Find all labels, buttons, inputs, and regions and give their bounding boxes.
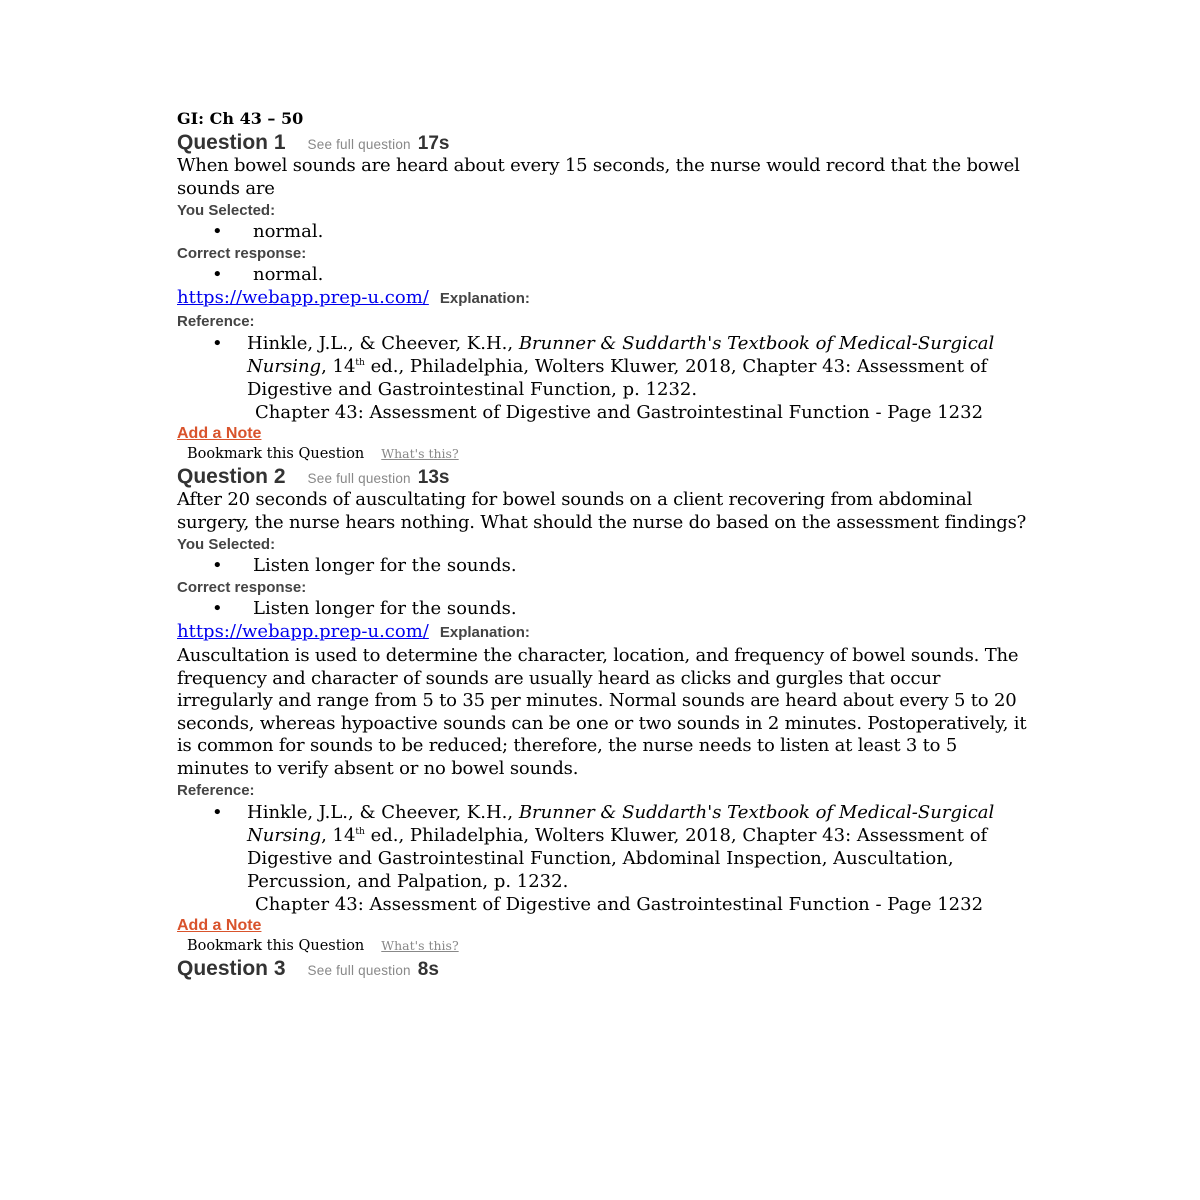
correct-response-label: Correct response: [177,245,307,262]
whats-this-link[interactable]: What's this? [381,446,459,461]
reference-authors: Hinkle, J.L., & Cheever, K.H., [247,333,519,354]
question-title: Question 3 [177,957,286,980]
selected-answer: • normal. [177,221,1027,243]
question-header [177,464,1027,489]
prep-u-link[interactable]: https://webapp.prep-u.com/ [177,287,429,308]
reference-edition-sup: th [355,827,365,837]
bookmark-row [177,444,1027,464]
question-time: 13s [417,467,450,488]
reference-page-line: Chapter 43: Assessment of Digestive and Gastrointestinal Function - Page 1232 [255,402,984,423]
bookmark-question-button[interactable]: Bookmark this Question [187,446,365,462]
reference-book-title: Brunner & Suddarth's Textbook of Medical-Surgical Nursing [247,333,995,377]
selected-answer-list [177,555,1027,577]
explanation-text: Auscultation is used to determine the character, location, and frequency of bowel sounds. The frequency and character of sounds are usually heard as clicks and gurgles that occur irregularly and range from 5 to 35 per minutes. Normal sounds are heard about every 5 to 20 seconds, whereas hypoactive sounds can be one or two sounds in 2 minutes. Postoperatively, it is common for sounds to be reduced; therefore, the nurse needs to listen at least 3 to 5 minutes to verify absent or no bowel sounds. [177,645,1027,779]
correct-answer: • normal. [177,264,1027,286]
question-block-2 [177,464,1027,956]
correct-answer-list [177,598,1027,620]
you-selected-label: You Selected: [177,202,276,219]
reference-details: ed., Philadelphia, Wolters Kluwer, 2018, Chapter 43: Assessment of Digestive and Gastrointestinal Function, p. 1232. [247,356,988,400]
prep-u-link[interactable]: https://webapp.prep-u.com/ [177,621,429,642]
reference-item [177,801,1027,916]
see-full-question-link[interactable]: See full question [307,471,411,486]
document-page [177,108,1027,981]
reference-list [177,332,1027,424]
reference-authors: Hinkle, J.L., & Cheever, K.H., [247,802,519,823]
whats-this-link[interactable]: What's this? [381,938,459,953]
document-title: GI: Ch 43 – 50 [177,109,304,128]
reference-page-line: Chapter 43: Assessment of Digestive and Gastrointestinal Function - Page 1232 [255,894,984,915]
add-note-link[interactable]: Add a Note [177,917,262,934]
question-time: 17s [417,133,450,154]
question-title: Question 1 [177,131,286,154]
selected-answer: • Listen longer for the sounds. [177,555,1027,577]
question-text: After 20 seconds of auscultating for bowel sounds on a client recovering from abdominal surgery, the nurse hears nothing. What should the nurse do based on the assessment findings? [177,489,1027,533]
correct-answer: • Listen longer for the sounds. [177,598,1027,620]
see-full-question-link[interactable]: See full question [307,963,411,978]
explanation-label: Explanation: [439,290,530,307]
question-header [177,956,1027,981]
bookmark-row [177,936,1027,956]
reference-edition: , 14 [321,356,356,377]
see-full-question-link[interactable]: See full question [307,137,411,152]
reference-book-title: Brunner & Suddarth's Textbook of Medical-Surgical Nursing [247,802,995,846]
question-text: When bowel sounds are heard about every 15 seconds, the nurse would record that the bowel sounds are [177,155,1020,199]
reference-item [177,332,1027,424]
explanation-row [177,286,1027,311]
question-time: 8s [417,959,439,980]
reference-edition: , 14 [321,825,356,846]
bookmark-question-button[interactable]: Bookmark this Question [187,938,365,954]
reference-details: ed., Philadelphia, Wolters Kluwer, 2018, Chapter 43: Assessment of Digestive and Gastrointestinal Function, Abdominal Inspection, Auscultation, Percussion, and Palpation, p. 1232. [247,825,988,892]
question-block-3 [177,956,1027,981]
explanation-row [177,620,1027,645]
reference-label: Reference: [177,313,255,330]
reference-label: Reference: [177,782,255,799]
correct-response-label: Correct response: [177,579,307,596]
question-block-1 [177,130,1027,464]
correct-answer-list [177,264,1027,286]
reference-list [177,801,1027,916]
reference-edition-sup: th [355,358,365,368]
add-note-link[interactable]: Add a Note [177,425,262,442]
question-header [177,130,1027,155]
explanation-label: Explanation: [439,624,530,641]
you-selected-label: You Selected: [177,536,276,553]
selected-answer-list [177,221,1027,243]
question-title: Question 2 [177,465,286,488]
